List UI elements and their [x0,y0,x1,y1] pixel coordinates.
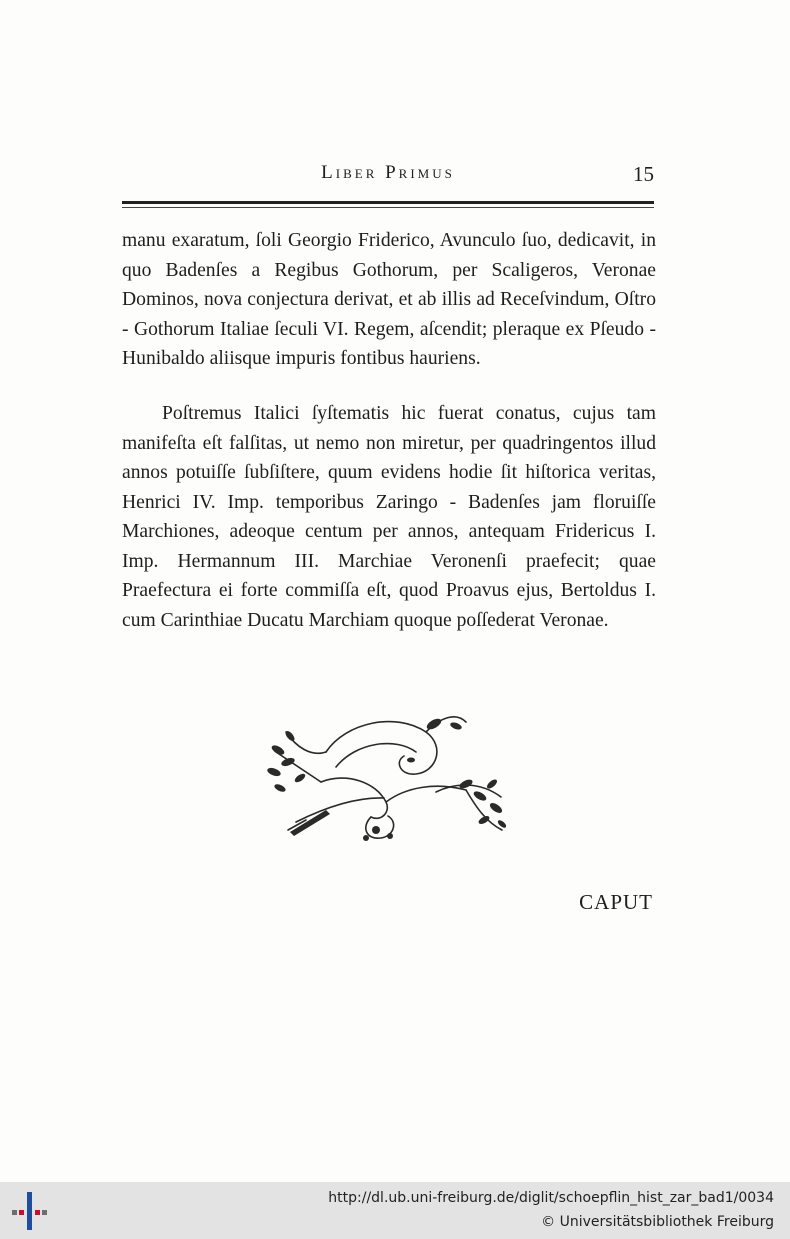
paragraph-1 [122,226,656,374]
running-title: Liber Primus [321,162,455,183]
footer-bar [0,1182,790,1239]
header-rule-thin [122,207,654,208]
header-rule-thick [122,201,654,204]
catchword: CAPUT [579,890,653,914]
paragraph-1-text: manu exaratum, ſoli Georgio Friderico, Avunculo ſuo, dedicavit, in quo Badenſes a Regibus Gothorum, per Scaligeros, Veronae Dominos, nova conjectura derivat, et ab illis ad Receſvindum, Oſtro - Gothorum Italiae ſeculi VI. Regem, aſcendit; pleraque ex Pſeudo - Hunibaldo aliisque impuris fontibus hauriens. [122,230,656,369]
paragraph-2-text: Poſtremus Italici ſyſtematis hic fuerat conatus, cujus tam manifeſta eſt falſitas, ut nemo non miretur, per quadringentos illud annos potuiſſe ſubſiſtere, quum evidens hodie ſit hiſtorica veritas, Henrici IV. Imp. temporibus Zaringo - Badenſes jam floruiſſe Marchiones, adeoque centum per annos, antequam Fridericus I. Imp. Hermannum III. Marchiae Veronenſi praefecit; quae Praefectura ei forte commiſſa eſt, quod Proavus ejus, Bertoldus I. cum Carinthiae Ducatu Marchiam quoque poſſederat Veronae. [122,403,656,631]
floral-ornament-icon [266,712,508,844]
permalink-url[interactable]: http://dl.ub.uni-freiburg.de/diglit/schoepflin_hist_zar_bad1/0034 [328,1190,774,1206]
page-number: 15 [633,162,654,186]
running-head [122,160,654,190]
paragraph-2 [122,399,656,635]
copyright-notice: © Universitätsbibliothek Freiburg [541,1214,774,1230]
ub-freiburg-logo-icon[interactable] [10,1190,50,1232]
